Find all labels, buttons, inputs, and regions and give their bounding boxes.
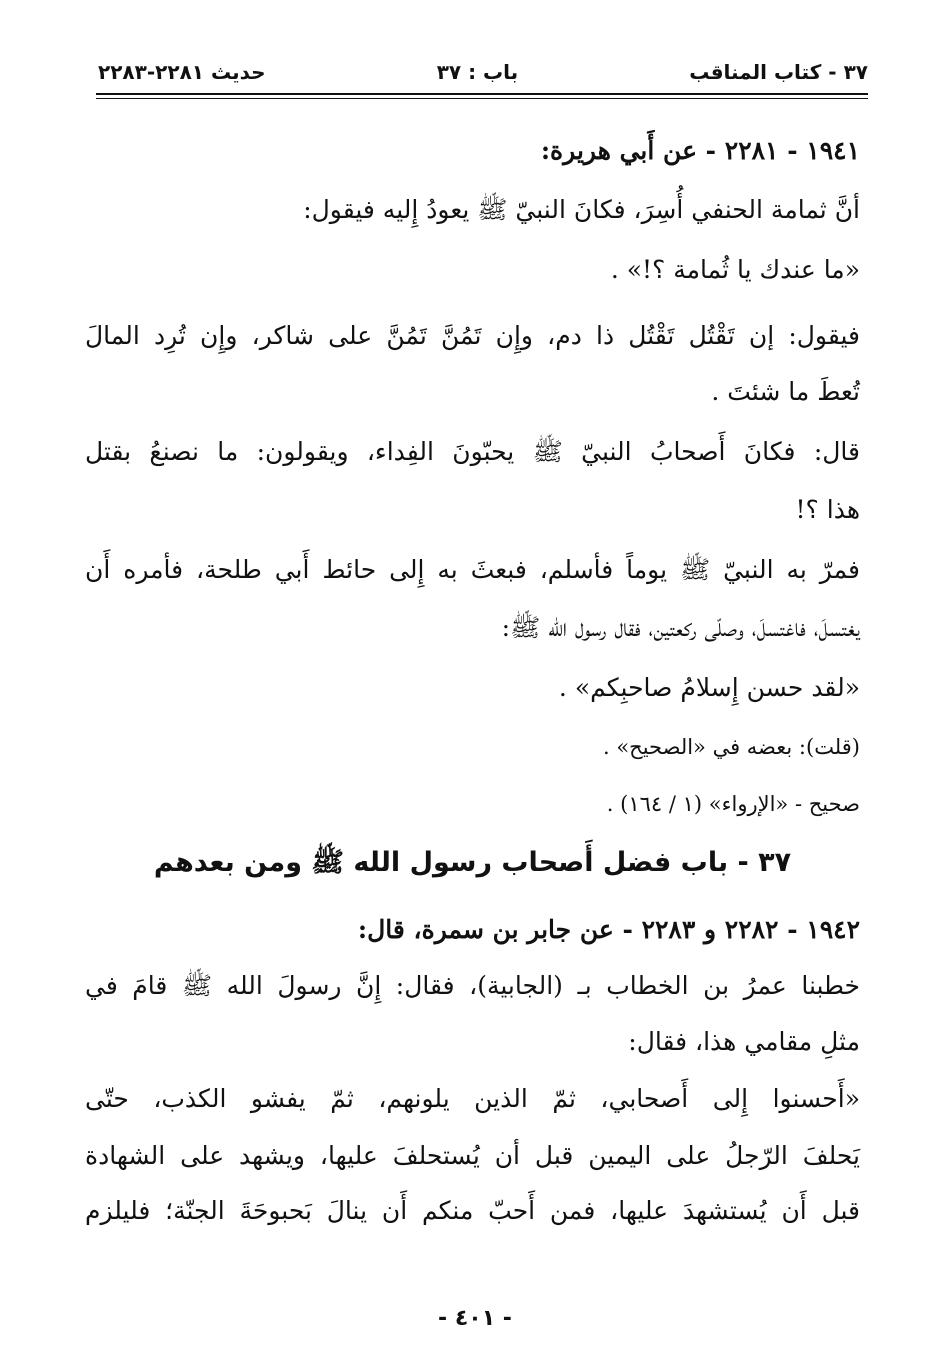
hadith-1941-note: (قلت): بعضه في «الصحيح» . xyxy=(602,735,860,759)
hadith-1941-line-3: فيقول: إن تَقْتُل تَقْتُل ذا دم، وإِن تَمُنَّ تَمُنَّ على شاكر، وإِن تُرِد المالَ xyxy=(85,321,860,350)
header-book-title: ٣٧ - كتاب المناقب xyxy=(689,60,868,84)
hadith-1942-line-4: يَحلفَ الرّجلُ على اليمين قبل أن يُستحلفَ عليها، ويشهد على الشهادة xyxy=(85,1141,860,1170)
hadith-1941-line-2: «ما عندك يا ثُمامة ؟!» . xyxy=(610,255,860,284)
hadith-1942-line-1: خطبنا عمرُ بن الخطاب بـ (الجابية)، فقال: إِنَّ رسولَ الله ﷺ قامَ في xyxy=(85,971,860,1000)
header-rule-thick xyxy=(96,93,868,95)
hadith-1942-heading: ١٩٤٢ - ٢٢٨٢ و ٢٢٨٣ - عن جابر بن سمرة، قال: xyxy=(357,915,860,944)
hadith-1941-line-1: أنَّ ثمامة الحنفي أُسِرَ، فكانَ النبيّ ﷺ يعودُ إِليه فيقول: xyxy=(303,195,860,224)
page-header xyxy=(98,55,868,89)
hadith-1941-heading: ١٩٤١ - ٢٢٨١ - عن أَبي هريرة: xyxy=(540,136,860,165)
hadith-1941-line-9: «لقد حسن إِسلامُ صاحبِكم» . xyxy=(558,673,860,702)
hadith-1942-line-2: مثلِ مقامي هذا، فقال: xyxy=(628,1027,860,1056)
hadith-1941-line-5: قال: فكانَ أَصحابُ النبيّ ﷺ يحبّونَ الفِداء، ويقولون: ما نصنعُ بقتل xyxy=(85,437,860,466)
header-rule-thin xyxy=(96,98,868,99)
header-bab: باب : ٣٧ xyxy=(436,60,519,84)
hadith-1942-line-5: قبل أَن يُستشهدَ عليها، فمن أَحبّ منكم أَن ينالَ بَحبوحَةَ الجنّة؛ فليلزم xyxy=(85,1196,860,1225)
header-hadith-range: حديث ٢٢٨١-٢٢٨٣ xyxy=(98,60,266,84)
hadith-1941-line-8: يغتسلَ، فاغتسلَ، وصلّى ركعتين، فقال رسول الله ﷺ: xyxy=(501,613,860,642)
hadith-1942-line-3: «أَحسنوا إِلى أَصحابي، ثمّ الذين يلونهم، ثمّ يفشو الكذب، حتّى xyxy=(85,1084,860,1113)
page-number: - ٤٠١ - xyxy=(438,1306,512,1331)
hadith-1941-line-4: تُعطَ ما شئتَ . xyxy=(711,377,860,406)
hadith-1941-grade: صحيح - «الإرواء» (١ / ١٦٤) . xyxy=(606,792,860,816)
hadith-1941-line-6: هذا ؟! xyxy=(795,495,860,524)
chapter-heading: ٣٧ - باب فضل أَصحاب رسول الله ﷺ ومن بعدهم xyxy=(153,847,792,878)
hadith-1941-line-7: فمرّ به النبيّ ﷺ يوماً فأسلم، فبعثَ به إِلى حائط أَبي طلحة، فأمره أَن xyxy=(85,555,860,584)
